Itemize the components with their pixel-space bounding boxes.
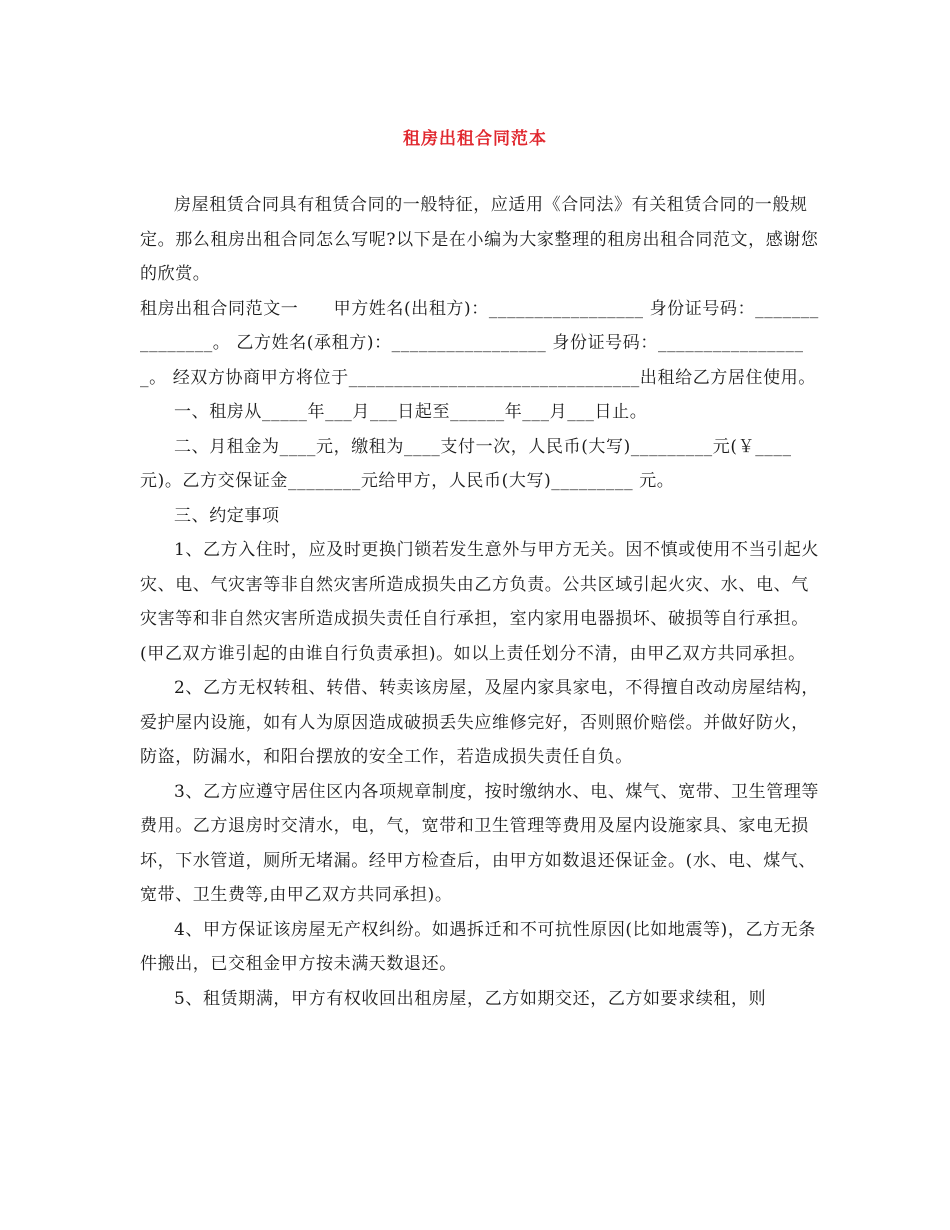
clause-rent: 二、月租金为____元，缴租为____支付一次，人民币(大写)_________元(￥____元)。乙方交保证金________元给甲方，人民币(大写)_________ 元。 — [140, 436, 792, 491]
parties-paragraph: 租房出租合同范文一 甲方姓名(出租方)：_________________ 身份证号码：_______________。 乙方姓名(承租方)：_________________ 身份证号码：_________________。 经双方协商甲方将位于________________________________出租给乙方居住使用。 — [140, 298, 819, 388]
clause-item-1: 1、乙方入住时，应及时更换门锁若发生意外与甲方无关。因不慎或使用不当引起火灾、电、气灾害等非自然灾害所造成损失由乙方负责。公共区域引起火灾、水、电、气灾害等和非自然灾害所造成损失责任自行承担，室内家用电器损坏、破损等自行承担。(甲乙双方谁引起的由谁自行负责承担)。如以上责任划分不清，由甲乙双方共同承担。 — [140, 540, 820, 664]
clause-item-3: 3、乙方应遵守居住区内各项规章制度，按时缴纳水、电、煤气、宽带、卫生管理等费用。乙方退房时交清水，电，气，宽带和卫生管理等费用及屋内设施家具、家电无损坏，下水管道，厕所无堵漏。经甲方检查后，由甲方如数退还保证金。(水、电、煤气、宽带、卫生费等,由甲乙双方共同承担)。 — [140, 781, 820, 905]
clause-agreed-matters-heading: 三、约定事项 — [174, 505, 280, 526]
clause-item-4: 4、甲方保证该房屋无产权纠纷。如遇拆迁和不可抗性原因(比如地震等)，乙方无条件搬出，已交租金甲方按未满天数退还。 — [140, 919, 816, 974]
clause-item-2: 2、乙方无权转租、转借、转卖该房屋，及屋内家具家电，不得擅自改动房屋结构，爱护屋内设施，如有人为原因造成破损丢失应维修完好，否则照价赔偿。并做好防火，防盗，防漏水，和阳台摆放的安全工作，若造成损失责任自负。 — [140, 678, 820, 767]
document-body — [140, 188, 820, 1016]
clause-item-5: 5、租赁期满，甲方有权收回出租房屋，乙方如期交还，乙方如要求续租，则 — [174, 988, 767, 1009]
document-title: 租房出租合同范本 — [403, 129, 547, 149]
intro-paragraph: 房屋租赁合同具有租赁合同的一般特征，应适用《合同法》有关租赁合同的一般规定。那么租房出租合同怎么写呢?以下是在小编为大家整理的租房出租合同范文，感谢您的欣赏。 — [140, 195, 819, 284]
clause-lease-term: 一、租房从_____年___月___日起至______年___月___日止。 — [174, 402, 648, 422]
